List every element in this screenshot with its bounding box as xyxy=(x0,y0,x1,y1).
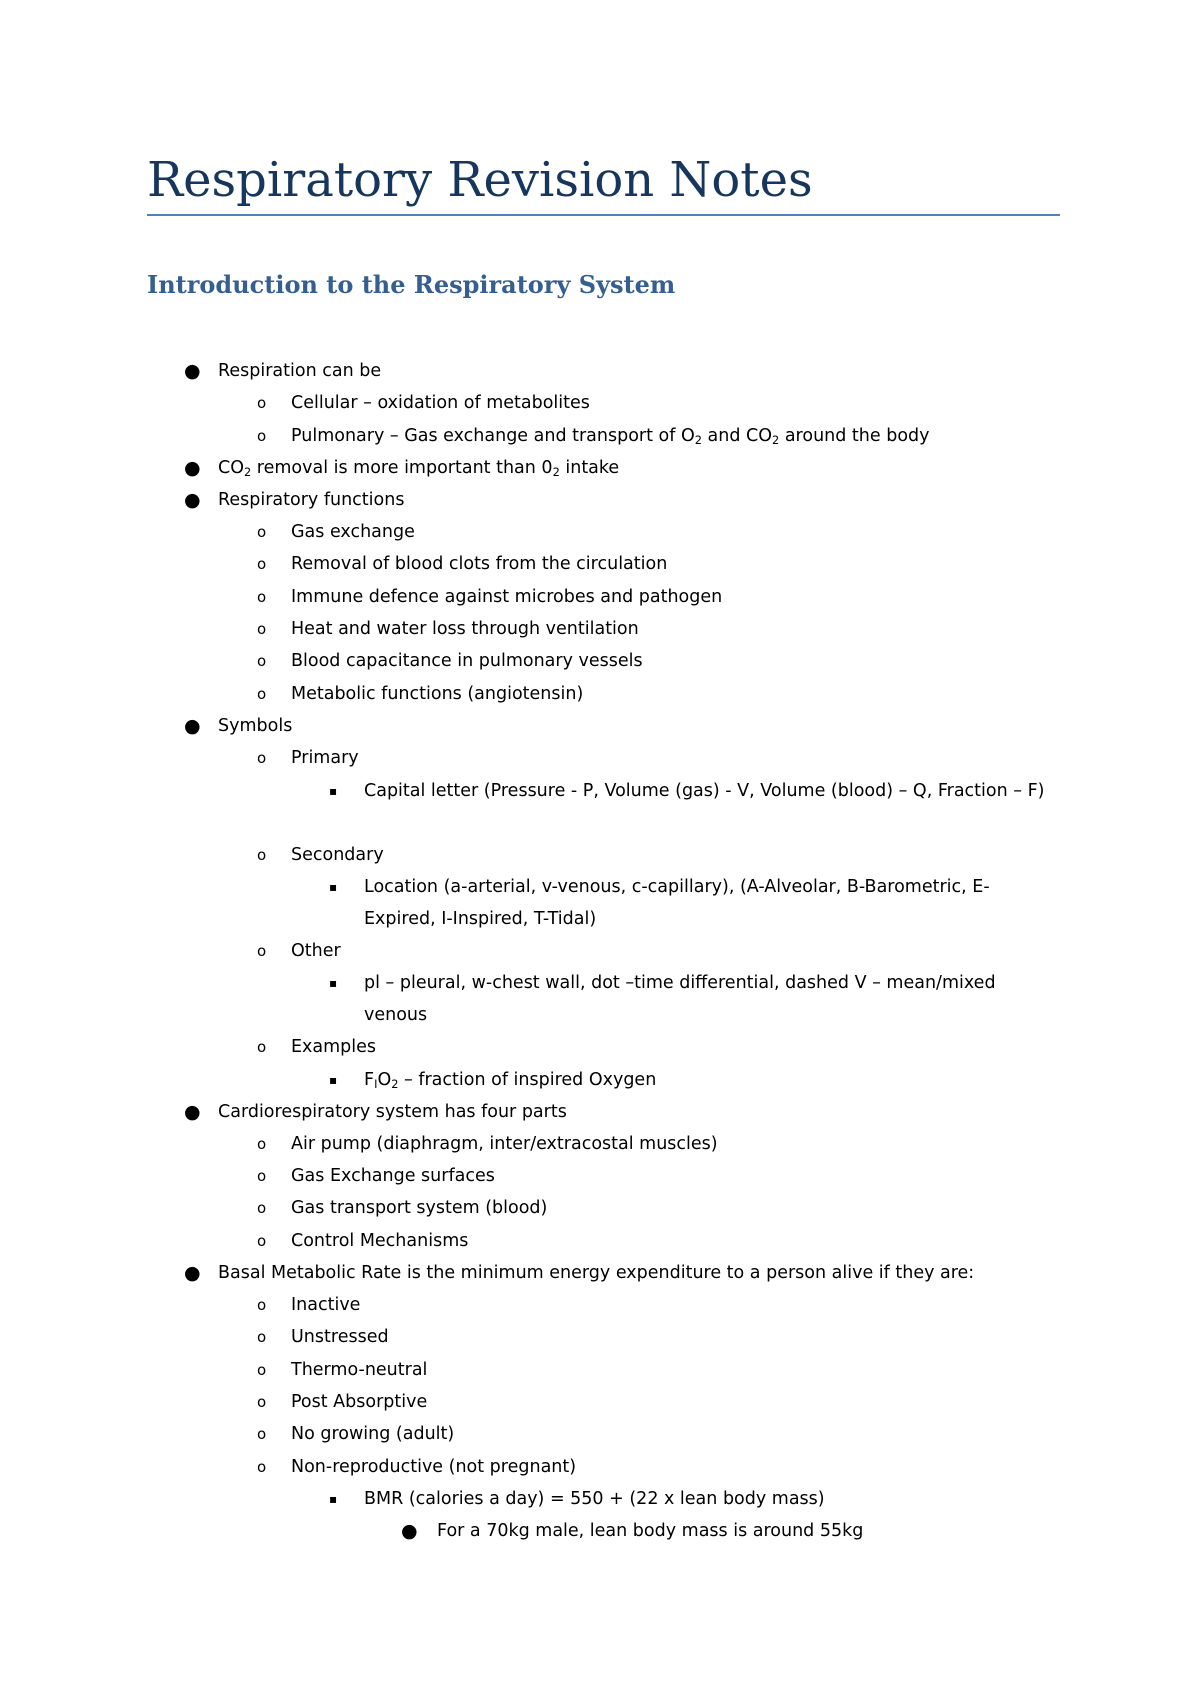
list-item-text: Symbols xyxy=(218,716,293,736)
square-bullet-icon: ▪ xyxy=(329,784,338,798)
square-bullet-icon: ▪ xyxy=(329,1073,338,1087)
list-item-text: Gas transport system (blood) xyxy=(291,1198,548,1218)
list-item-text: Unstressed xyxy=(291,1327,389,1347)
list-item-text: Other xyxy=(291,941,341,961)
list-item-text: Examples xyxy=(291,1037,377,1057)
circle-bullet-icon: o xyxy=(257,1425,267,1443)
list-item-text: Control Mechanisms xyxy=(291,1231,469,1251)
list-item-text: Blood capacitance in pulmonary vessels xyxy=(291,651,643,671)
list-item-text: Thermo-neutral xyxy=(291,1360,428,1380)
list-item-text: Respiratory functions xyxy=(218,490,405,510)
list-item-text: Heat and water loss through ventilation xyxy=(291,619,639,639)
circle-bullet-icon: o xyxy=(257,1328,267,1346)
circle-bullet-icon: o xyxy=(257,1232,267,1250)
list-item-text: Air pump (diaphragm, inter/extracostal muscles) xyxy=(291,1134,718,1154)
list-item-text: Primary xyxy=(291,748,359,768)
list-item-text: Metabolic functions (angiotensin) xyxy=(291,684,584,704)
list-item-text: pl – pleural, w-chest wall, dot –time differential, dashed V – mean/mixed venous xyxy=(364,973,996,1025)
list-item-text: Secondary xyxy=(291,845,384,865)
list-item-text: Cardiorespiratory system has four parts xyxy=(218,1102,567,1122)
circle-bullet-icon: o xyxy=(257,427,267,445)
circle-bullet-icon: o xyxy=(257,588,267,606)
title-underline xyxy=(147,214,1060,216)
list-item-text: For a 70kg male, lean body mass is around 55kg xyxy=(437,1521,864,1541)
list-item-text: No growing (adult) xyxy=(291,1424,455,1444)
circle-bullet-icon: o xyxy=(257,685,267,703)
square-bullet-icon: ▪ xyxy=(329,880,338,894)
list-item-text: Immune defence against microbes and pathogen xyxy=(291,587,723,607)
circle-bullet-icon: o xyxy=(257,1458,267,1476)
list-item-text: Non-reproductive (not pregnant) xyxy=(291,1457,577,1477)
circle-bullet-icon: o xyxy=(257,1167,267,1185)
list-item-text: $CO_2$ removal is more important than $0_2$ intake xyxy=(218,458,620,479)
list-item-text: $F_IO_2$ – fraction of inspired Oxygen xyxy=(364,1070,657,1091)
bullet-icon: ● xyxy=(401,1520,418,1542)
circle-bullet-icon: o xyxy=(257,1199,267,1217)
list-item-text: BMR (calories a day) = 550 + (22 x lean body mass) xyxy=(364,1489,825,1509)
list-item-text: Inactive xyxy=(291,1295,361,1315)
list-item-text: Respiration can be xyxy=(218,361,382,381)
bullet-icon: ● xyxy=(184,489,201,511)
document-title: Respiratory Revision Notes xyxy=(147,152,813,208)
list-item-text: Capital letter (Pressure - P, Volume (gas) - V, Volume (blood) – Q, Fraction – F) xyxy=(364,781,1045,801)
list-item-text: Gas Exchange surfaces xyxy=(291,1166,495,1186)
circle-bullet-icon: o xyxy=(257,620,267,638)
circle-bullet-icon: o xyxy=(257,846,267,864)
list-item-text: Pulmonary – Gas exchange and transport of $O_2$ and $CO_2$ around the body xyxy=(291,426,930,447)
circle-bullet-icon: o xyxy=(257,555,267,573)
section-heading: Introduction to the Respiratory System xyxy=(147,270,676,299)
bullet-icon: ● xyxy=(184,1101,201,1123)
bullet-icon: ● xyxy=(184,1262,201,1284)
circle-bullet-icon: o xyxy=(257,523,267,541)
list-item-text: Cellular – oxidation of metabolites xyxy=(291,393,590,413)
circle-bullet-icon: o xyxy=(257,394,267,412)
bullet-icon: ● xyxy=(184,457,201,479)
circle-bullet-icon: o xyxy=(257,1361,267,1379)
list-item-text: Removal of blood clots from the circulation xyxy=(291,554,668,574)
circle-bullet-icon: o xyxy=(257,1393,267,1411)
square-bullet-icon: ▪ xyxy=(329,976,338,990)
bullet-icon: ● xyxy=(184,715,201,737)
circle-bullet-icon: o xyxy=(257,1038,267,1056)
circle-bullet-icon: o xyxy=(257,1135,267,1153)
circle-bullet-icon: o xyxy=(257,942,267,960)
circle-bullet-icon: o xyxy=(257,749,267,767)
list-item-text: Gas exchange xyxy=(291,522,415,542)
bullet-icon: ● xyxy=(184,360,201,382)
circle-bullet-icon: o xyxy=(257,652,267,670)
list-item-text: Location (a-arterial, v-venous, c-capillary), (A-Alveolar, B-Barometric, E-Expired, I-Inspired, T-Tidal) xyxy=(364,877,990,929)
list-item-text: Basal Metabolic Rate is the minimum energy expenditure to a person alive if they are: xyxy=(218,1263,975,1283)
square-bullet-icon: ▪ xyxy=(329,1492,338,1506)
circle-bullet-icon: o xyxy=(257,1296,267,1314)
list-item-text: Post Absorptive xyxy=(291,1392,428,1412)
